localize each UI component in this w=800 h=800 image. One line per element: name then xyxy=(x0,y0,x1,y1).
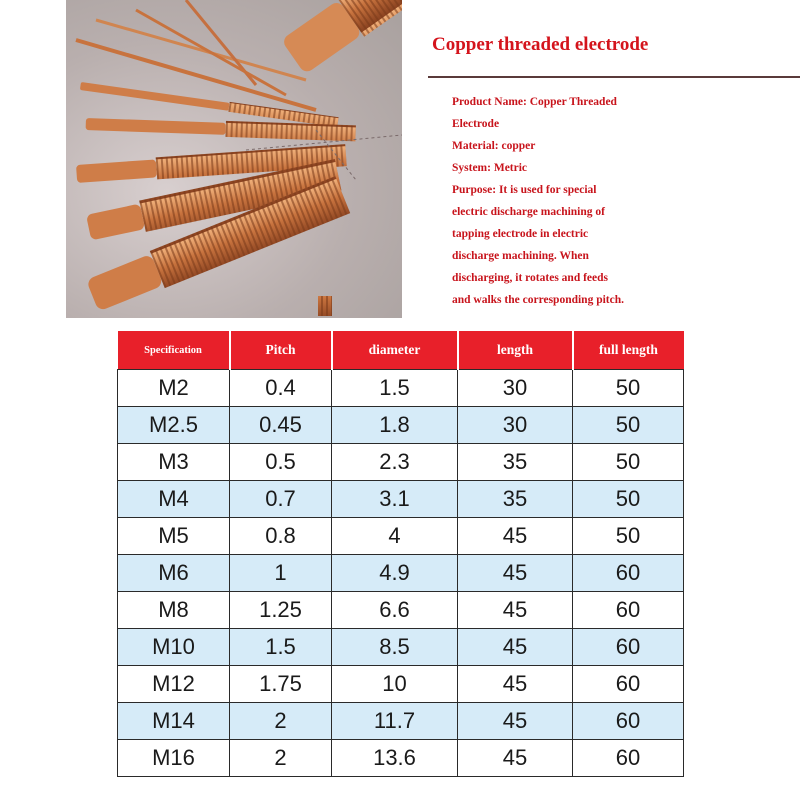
cell-full-length: 50 xyxy=(573,518,684,555)
cell-specification: M8 xyxy=(118,592,230,629)
cell-length: 45 xyxy=(458,666,573,703)
description-line: Product Name: Copper Threaded xyxy=(452,96,617,108)
cell-length: 45 xyxy=(458,518,573,555)
table-row xyxy=(118,370,684,407)
table-body xyxy=(118,370,684,777)
cell-diameter: 1.8 xyxy=(332,407,458,444)
table-row xyxy=(118,592,684,629)
table-row xyxy=(118,666,684,703)
cell-pitch: 2 xyxy=(230,740,332,777)
cell-full-length: 50 xyxy=(573,444,684,481)
cell-specification: M3 xyxy=(118,444,230,481)
description-line: discharge machining. When xyxy=(452,250,589,262)
cell-pitch: 1.5 xyxy=(230,629,332,666)
cell-specification: M6 xyxy=(118,555,230,592)
table-row xyxy=(118,444,684,481)
description-line: electric discharge machining of xyxy=(452,206,605,218)
description-line: and walks the corresponding pitch. xyxy=(452,294,625,306)
table-row xyxy=(118,740,684,777)
cell-diameter: 4 xyxy=(332,518,458,555)
cell-full-length: 50 xyxy=(573,481,684,518)
cell-length: 45 xyxy=(458,740,573,777)
cell-diameter: 3.1 xyxy=(332,481,458,518)
table-row xyxy=(118,407,684,444)
description-line: System: Metric xyxy=(452,162,528,174)
cell-diameter: 6.6 xyxy=(332,592,458,629)
cell-full-length: 60 xyxy=(573,740,684,777)
cell-full-length: 50 xyxy=(573,407,684,444)
table-row xyxy=(118,481,684,518)
cell-pitch: 0.5 xyxy=(230,444,332,481)
cell-specification: M4 xyxy=(118,481,230,518)
cell-full-length: 50 xyxy=(573,370,684,407)
cell-length: 45 xyxy=(458,555,573,592)
cell-full-length: 60 xyxy=(573,629,684,666)
table-row xyxy=(118,518,684,555)
cell-full-length: 60 xyxy=(573,592,684,629)
title-divider xyxy=(428,76,800,78)
product-photo xyxy=(66,0,402,318)
header-pitch: Pitch xyxy=(230,331,332,370)
cell-length: 35 xyxy=(458,444,573,481)
header-diameter: diameter xyxy=(332,331,458,370)
table-row xyxy=(118,629,684,666)
cell-diameter: 10 xyxy=(332,666,458,703)
cell-pitch: 2 xyxy=(230,703,332,740)
cell-pitch: 0.7 xyxy=(230,481,332,518)
header-specification: Specification xyxy=(118,331,230,370)
cell-specification: M10 xyxy=(118,629,230,666)
specification-table xyxy=(117,331,684,777)
cell-specification: M16 xyxy=(118,740,230,777)
cell-specification: M2.5 xyxy=(118,407,230,444)
cell-length: 30 xyxy=(458,370,573,407)
cell-specification: M2 xyxy=(118,370,230,407)
cell-full-length: 60 xyxy=(573,555,684,592)
table-row xyxy=(118,703,684,740)
cell-length: 45 xyxy=(458,703,573,740)
cell-diameter: 1.5 xyxy=(332,370,458,407)
cell-specification: M14 xyxy=(118,703,230,740)
table-row xyxy=(118,555,684,592)
cell-diameter: 4.9 xyxy=(332,555,458,592)
product-title: Copper threaded electrode xyxy=(432,34,649,55)
copper-electrodes-image xyxy=(66,0,402,318)
description-line: Electrode xyxy=(452,118,500,130)
cell-diameter: 8.5 xyxy=(332,629,458,666)
cell-pitch: 0.45 xyxy=(230,407,332,444)
cell-full-length: 60 xyxy=(573,666,684,703)
cell-pitch: 1.25 xyxy=(230,592,332,629)
description-line: Purpose: It is used for special xyxy=(452,184,597,196)
cell-pitch: 0.4 xyxy=(230,370,332,407)
cell-specification: M5 xyxy=(118,518,230,555)
header-length: length xyxy=(458,331,573,370)
description-line: tapping electrode in electric xyxy=(452,228,589,240)
cell-diameter: 13.6 xyxy=(332,740,458,777)
product-description xyxy=(452,91,692,311)
cell-full-length: 60 xyxy=(573,703,684,740)
table-header-row xyxy=(118,331,684,370)
cell-length: 45 xyxy=(458,629,573,666)
cell-length: 35 xyxy=(458,481,573,518)
description-line: Material: copper xyxy=(452,140,536,152)
cell-pitch: 1.75 xyxy=(230,666,332,703)
cell-pitch: 0.8 xyxy=(230,518,332,555)
cell-diameter: 11.7 xyxy=(332,703,458,740)
cell-specification: M12 xyxy=(118,666,230,703)
cell-pitch: 1 xyxy=(230,555,332,592)
cell-length: 45 xyxy=(458,592,573,629)
cell-diameter: 2.3 xyxy=(332,444,458,481)
cell-length: 30 xyxy=(458,407,573,444)
header-full-length: full length xyxy=(573,331,684,370)
description-line: discharging, it rotates and feeds xyxy=(452,272,608,284)
